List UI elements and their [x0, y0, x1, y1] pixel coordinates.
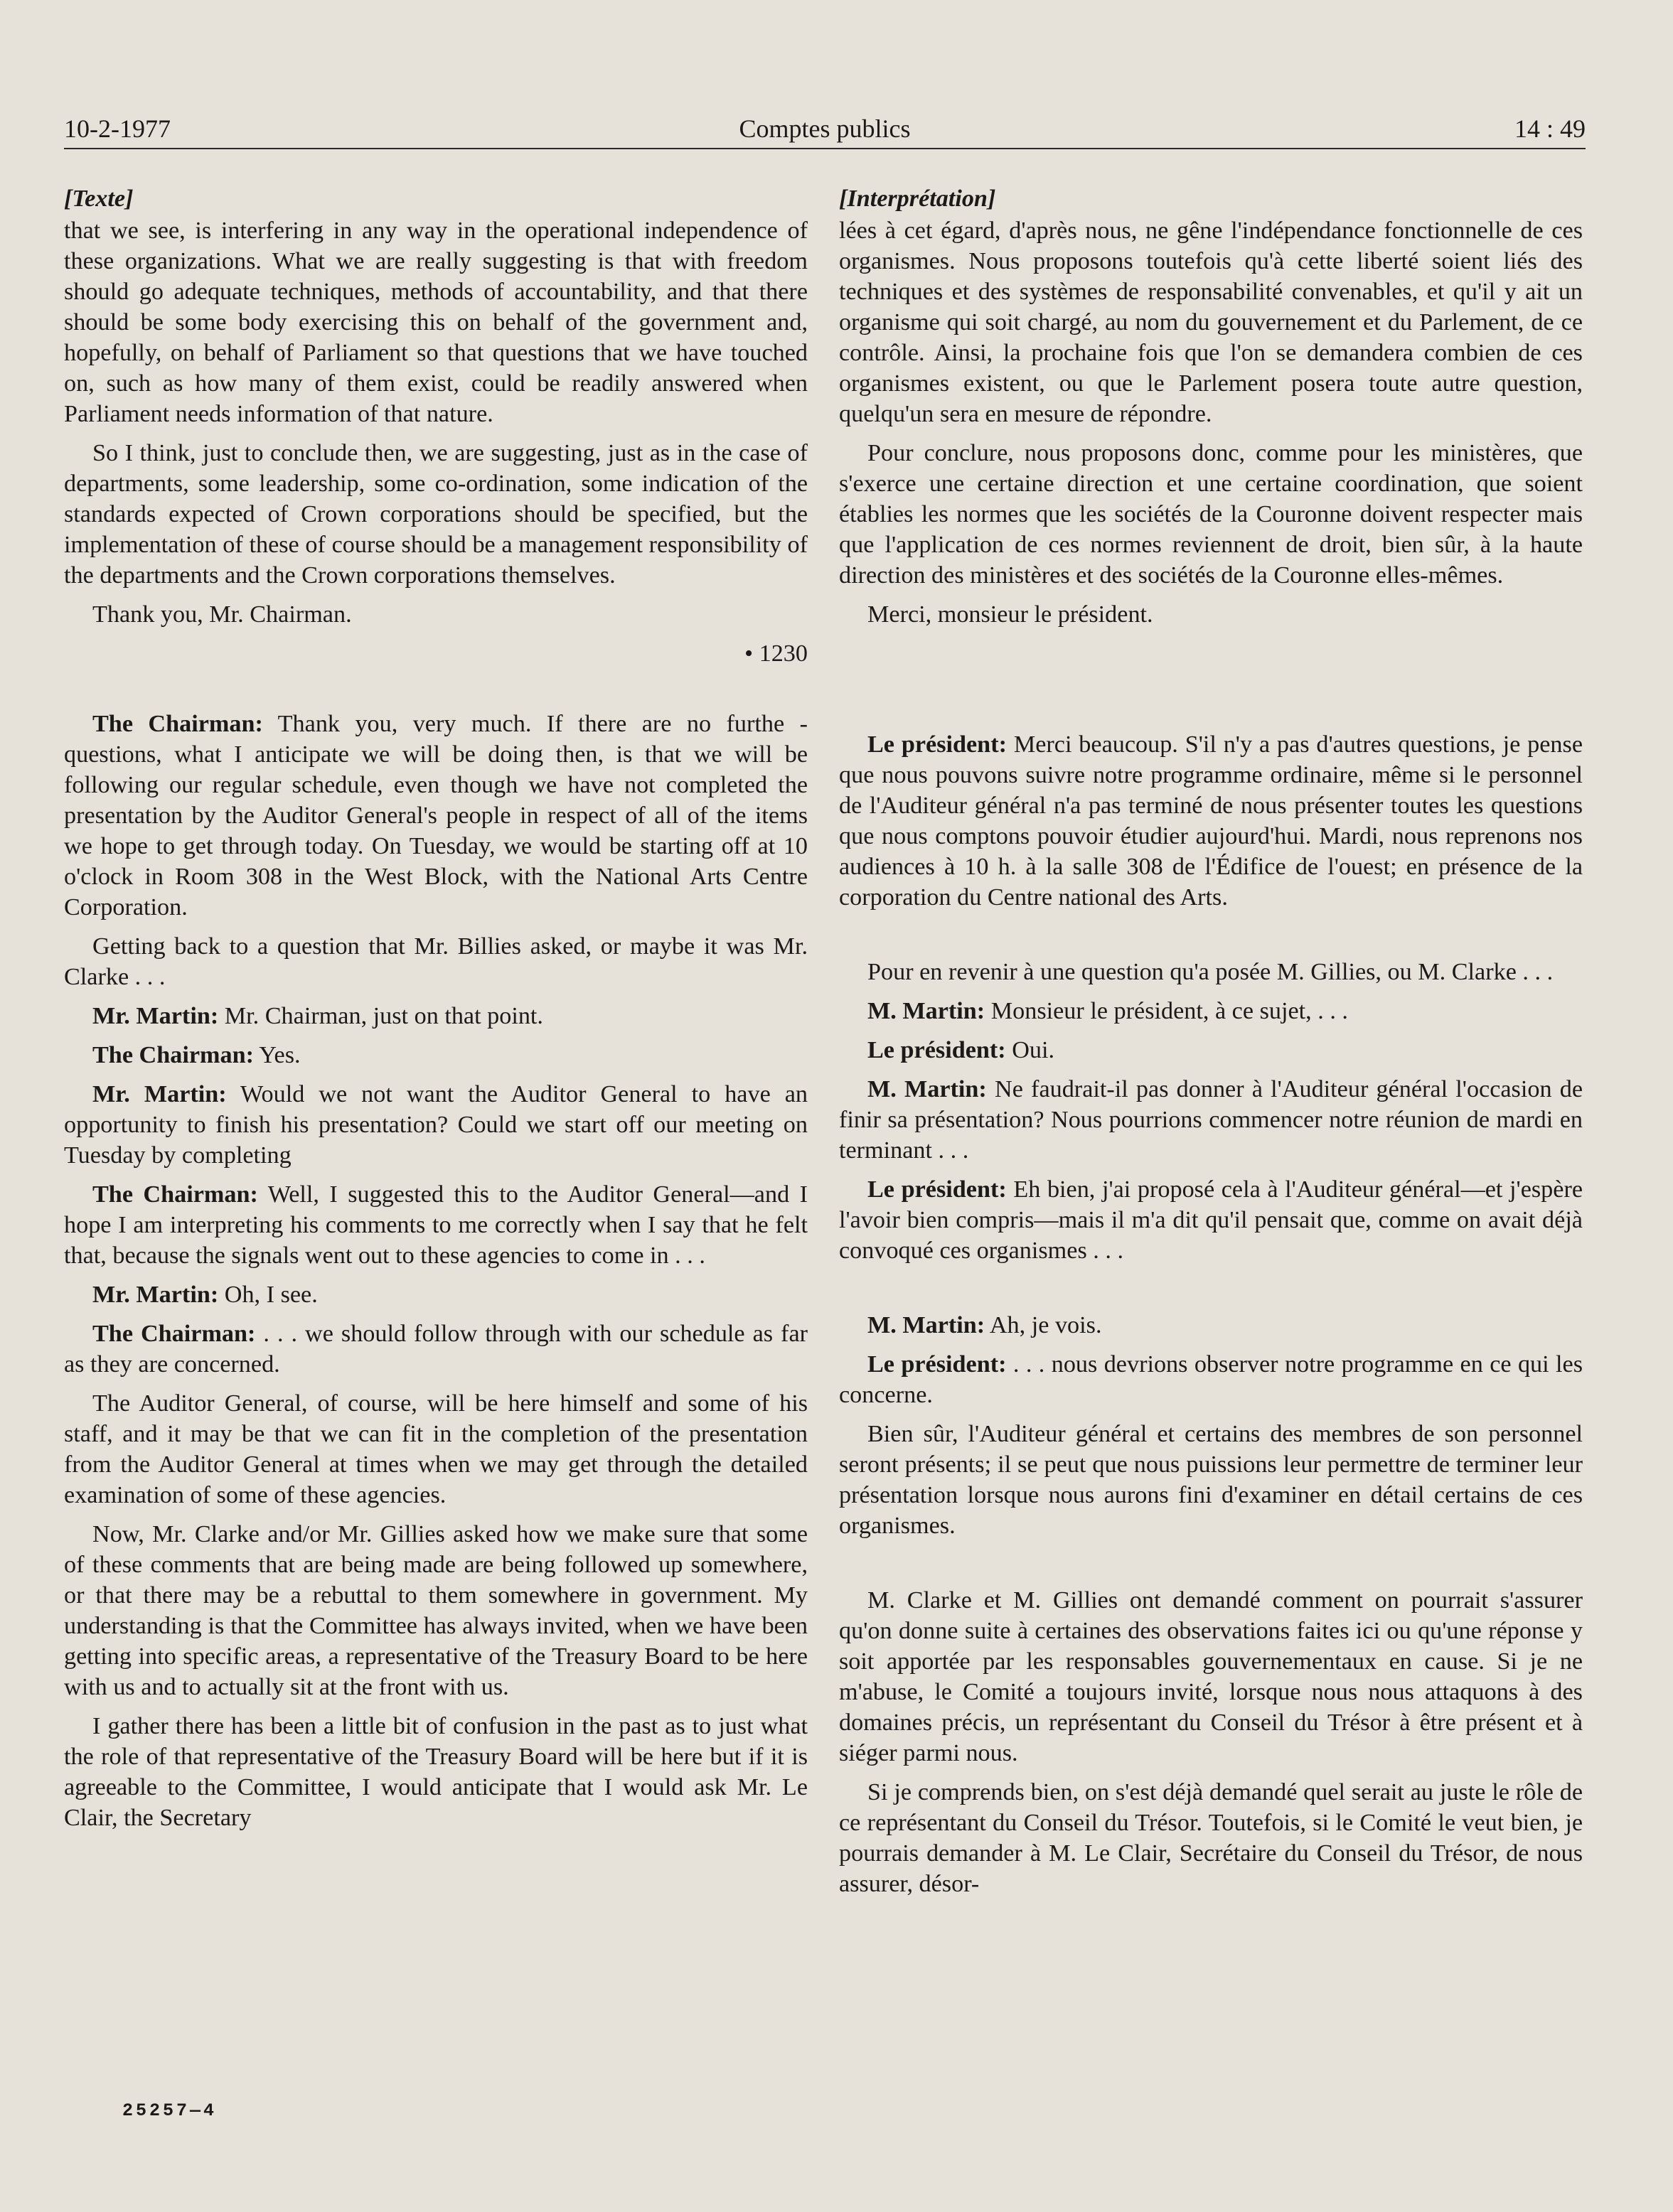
paragraph: Pour en revenir à une question qu'a posée M. Gillies, ou M. Clarke . . .: [867, 959, 1554, 985]
paragraph: Now, Mr. Clarke and/or Mr. Gillies asked how we make sure that some of these comments that are being made are being followed up somewhere, or that there may be a rebuttal to them somewhere in government. My understanding is that the Committee has always invited, when we have been getting into specific areas, a representative of the Treasury Board to be here with us and to actually sit at the front with us.: [64, 1521, 808, 1700]
paragraph: lées à cet égard, d'après nous, ne gêne l'indépendance fonctionnelle de ces organismes. Nous proposons toutefois qu'à cette liberté soient liés des techniques et des systèmes de responsabilité convenables, et qu'il y ait un organisme qui soit chargé, au nom du gouvernement et du Parlement, de ce contrôle. Ainsi, la prochaine fois que l'on se demandera combien de ces organismes existent, ou que le Parlement posera toute autre question, quelqu'un sera en mesure de répondre.: [839, 218, 1583, 427]
paragraph: M. Clarke et M. Gillies ont demandé comment on pourrait s'assurer qu'on donne suite à certaines des observations faites ici ou qu'une réponse y soit apportée par les responsables gouvernementaux en cause. Si je ne m'abuse, le Comité a toujours invité, lorsque nous nous attaquons à des domaines précis, un représentant du Conseil du Trésor à être présent et à siéger parmi nous.: [839, 1587, 1583, 1766]
spacer: [839, 921, 1583, 957]
spacer: [64, 673, 808, 709]
paragraph: The Auditor General, of course, will be here himself and some of his staff, and it may be that we can fit in the completion of the presentation from the Auditor General at times when we may get through the detailed examination of some of these agencies.: [64, 1390, 808, 1508]
paragraph: Thank you, Mr. Chairman.: [92, 601, 352, 628]
paragraph: So I think, just to conclude then, we are suggesting, just as in the case of departments, some leadership, some co-ordination, some indication of the standards expected of Crown corporations should be specified, but the implementation of these of course should be a management responsibility of the departments and the Crown corporations themselves.: [64, 440, 808, 589]
french-column: [839, 183, 1583, 1908]
spacer: [839, 1274, 1583, 1310]
speech-text: Ah, je vois.: [989, 1312, 1102, 1338]
speech-text: Would we not want the Auditor General to have an opportunity to finish his presentation? Could we start off our meeting on Tuesday by completing: [64, 1081, 808, 1169]
speaker-name: Mr. Martin:: [92, 1081, 227, 1107]
paragraph: Merci, monsieur le président.: [867, 601, 1153, 628]
paragraph: Pour conclure, nous proposons donc, comme pour les ministères, que s'exerce une certaine direction et une certaine coordination, que soient établies les normes que les sociétés de la Couronne doivent respecter mais que l'application de ces normes reviennent de droit, bien sûr, à la haute direction des ministères et des sociétés de la Couronne elles-mêmes.: [839, 440, 1583, 589]
paragraph: Bien sûr, l'Auditeur général et certains des membres de son personnel seront présents; il se peut que nous puissions leur permettre de terminer leur présentation lorsque nous aurons fini d'examiner en détail certains de ces organismes.: [839, 1421, 1583, 1539]
speech-text: Monsieur le président, à ce sujet, . . .: [990, 998, 1348, 1024]
running-header: [64, 105, 1586, 149]
print-code: 25257—4: [122, 2100, 218, 2121]
speaker-name: M. Martin:: [867, 1076, 987, 1102]
speech-paragraph: [64, 709, 808, 923]
speech-text: Oui.: [1012, 1037, 1055, 1063]
speaker-name: Le président:: [867, 1176, 1007, 1203]
speaker-name: The Chairman:: [92, 1042, 254, 1068]
speech-text: Oh, I see.: [224, 1282, 318, 1308]
spacer: [839, 1550, 1583, 1585]
language-tag: [Interprétation]: [839, 186, 996, 212]
paragraph: that we see, is interfering in any way in the operational independence of these organizations. What we are really suggesting is that with freedom should go adequate techniques, methods of accountability, and that there should be some body exercising this on behalf of the government and, hopefully, on behalf of Parliament so that questions that we have touched on, such as how many of them exist, could be readily answered when Parliament needs information of that nature.: [64, 218, 808, 427]
speech-paragraph: [839, 1349, 1583, 1410]
speech-text: . . . nous devrions observer notre programme en ce qui les concerne.: [839, 1351, 1583, 1408]
time-marker: • 1230: [744, 640, 808, 667]
speaker-name: The Chairman:: [92, 1181, 258, 1208]
speaker-name: M. Martin:: [867, 1312, 985, 1338]
speech-text: Merci beaucoup. S'il n'y a pas d'autres questions, je pense que nous pouvons suivre notre programme ordinaire, même si le personnel de l'Auditeur général n'a pas terminé de nous présenter toutes les questions que nous comptons pouvoir étudier aujourd'hui. Mardi, nous reprenons nos audiences à 10 h. à la salle 308 de l'Édifice de l'ouest; en présence de la corporation du Centre national des Arts.: [839, 731, 1583, 911]
header-page-number: 14 : 49: [1514, 114, 1586, 143]
speech-paragraph: [64, 1079, 808, 1171]
spacer: [839, 694, 1583, 729]
speech-paragraph: [839, 996, 1583, 1026]
speech-text: Yes.: [259, 1042, 301, 1068]
speaker-name: Le président:: [867, 1037, 1006, 1063]
english-column: [64, 183, 808, 1842]
speech-paragraph: [64, 1040, 808, 1070]
speech-text: . . . we should follow through with our schedule as far as they are concerned.: [64, 1321, 808, 1378]
speaker-name: The Chairman:: [92, 711, 263, 737]
speech-text: Well, I suggested this to the Auditor General—and I hope I am interpreting his comments to me correctly when I say that he felt that, because the signals went out to these agencies to come in . . .: [64, 1181, 808, 1269]
speech-paragraph: [64, 1001, 808, 1031]
paragraph: Getting back to a question that Mr. Billies asked, or maybe it was Mr. Clarke . . .: [64, 933, 808, 990]
spacer: [839, 638, 1583, 694]
speech-text: Eh bien, j'ai proposé cela à l'Auditeur général—et j'espère l'avoir bien compris—mais il m'a dit qu'il pensait que, comme on avait déjà convoqué ces organismes . . .: [839, 1176, 1583, 1264]
speech-paragraph: [839, 1310, 1583, 1341]
speech-paragraph: [839, 1074, 1583, 1166]
paragraph: I gather there has been a little bit of confusion in the past as to just what the role of that representative of the Treasury Board will be here but if it is agreeable to the Committee, I would anticipate that I would ask Mr. Le Clair, the Secretary: [64, 1713, 808, 1831]
language-tag: [Texte]: [64, 186, 134, 212]
speaker-name: Mr. Martin:: [92, 1282, 219, 1308]
speaker-name: The Chairman:: [92, 1321, 256, 1347]
speaker-name: Mr. Martin:: [92, 1003, 219, 1029]
speech-paragraph: [839, 729, 1583, 913]
speech-paragraph: [839, 1174, 1583, 1266]
speech-text: Mr. Chairman, just on that point.: [224, 1003, 543, 1029]
speaker-name: M. Martin:: [867, 998, 985, 1024]
speech-text: Ne faudrait-il pas donner à l'Auditeur général l'occasion de finir sa présentation? Nous pourrions commencer notre réunion de mardi en terminant . . .: [839, 1076, 1583, 1164]
speech-paragraph: [64, 1179, 808, 1271]
speech-paragraph: [839, 1035, 1583, 1065]
paragraph: Si je comprends bien, on s'est déjà demandé quel serait au juste le rôle de ce représentant du Conseil du Trésor. Toutefois, si le Comité le veut bien, je pourrais demander à M. Le Clair, Secrétaire du Conseil du Trésor, de nous assurer, désor-: [839, 1779, 1583, 1897]
speech-text: Thank you, very much. If there are no furthe - questions, what I anticipate we will be doing then, is that we will be following our regular schedule, even though we have not completed the presentation by the Auditor General's people in respect of all of the items we hope to get through today. On Tuesday, we would be starting off at 10 o'clock in Room 308 in the West Block, with the National Arts Centre Corporation.: [64, 711, 808, 920]
speech-paragraph: [64, 1319, 808, 1380]
speaker-name: Le président:: [867, 1351, 1007, 1378]
header-date: 10-2-1977: [64, 114, 171, 143]
header-title: Comptes publics: [739, 114, 911, 143]
speech-paragraph: [64, 1279, 808, 1310]
speaker-name: Le président:: [867, 731, 1007, 758]
